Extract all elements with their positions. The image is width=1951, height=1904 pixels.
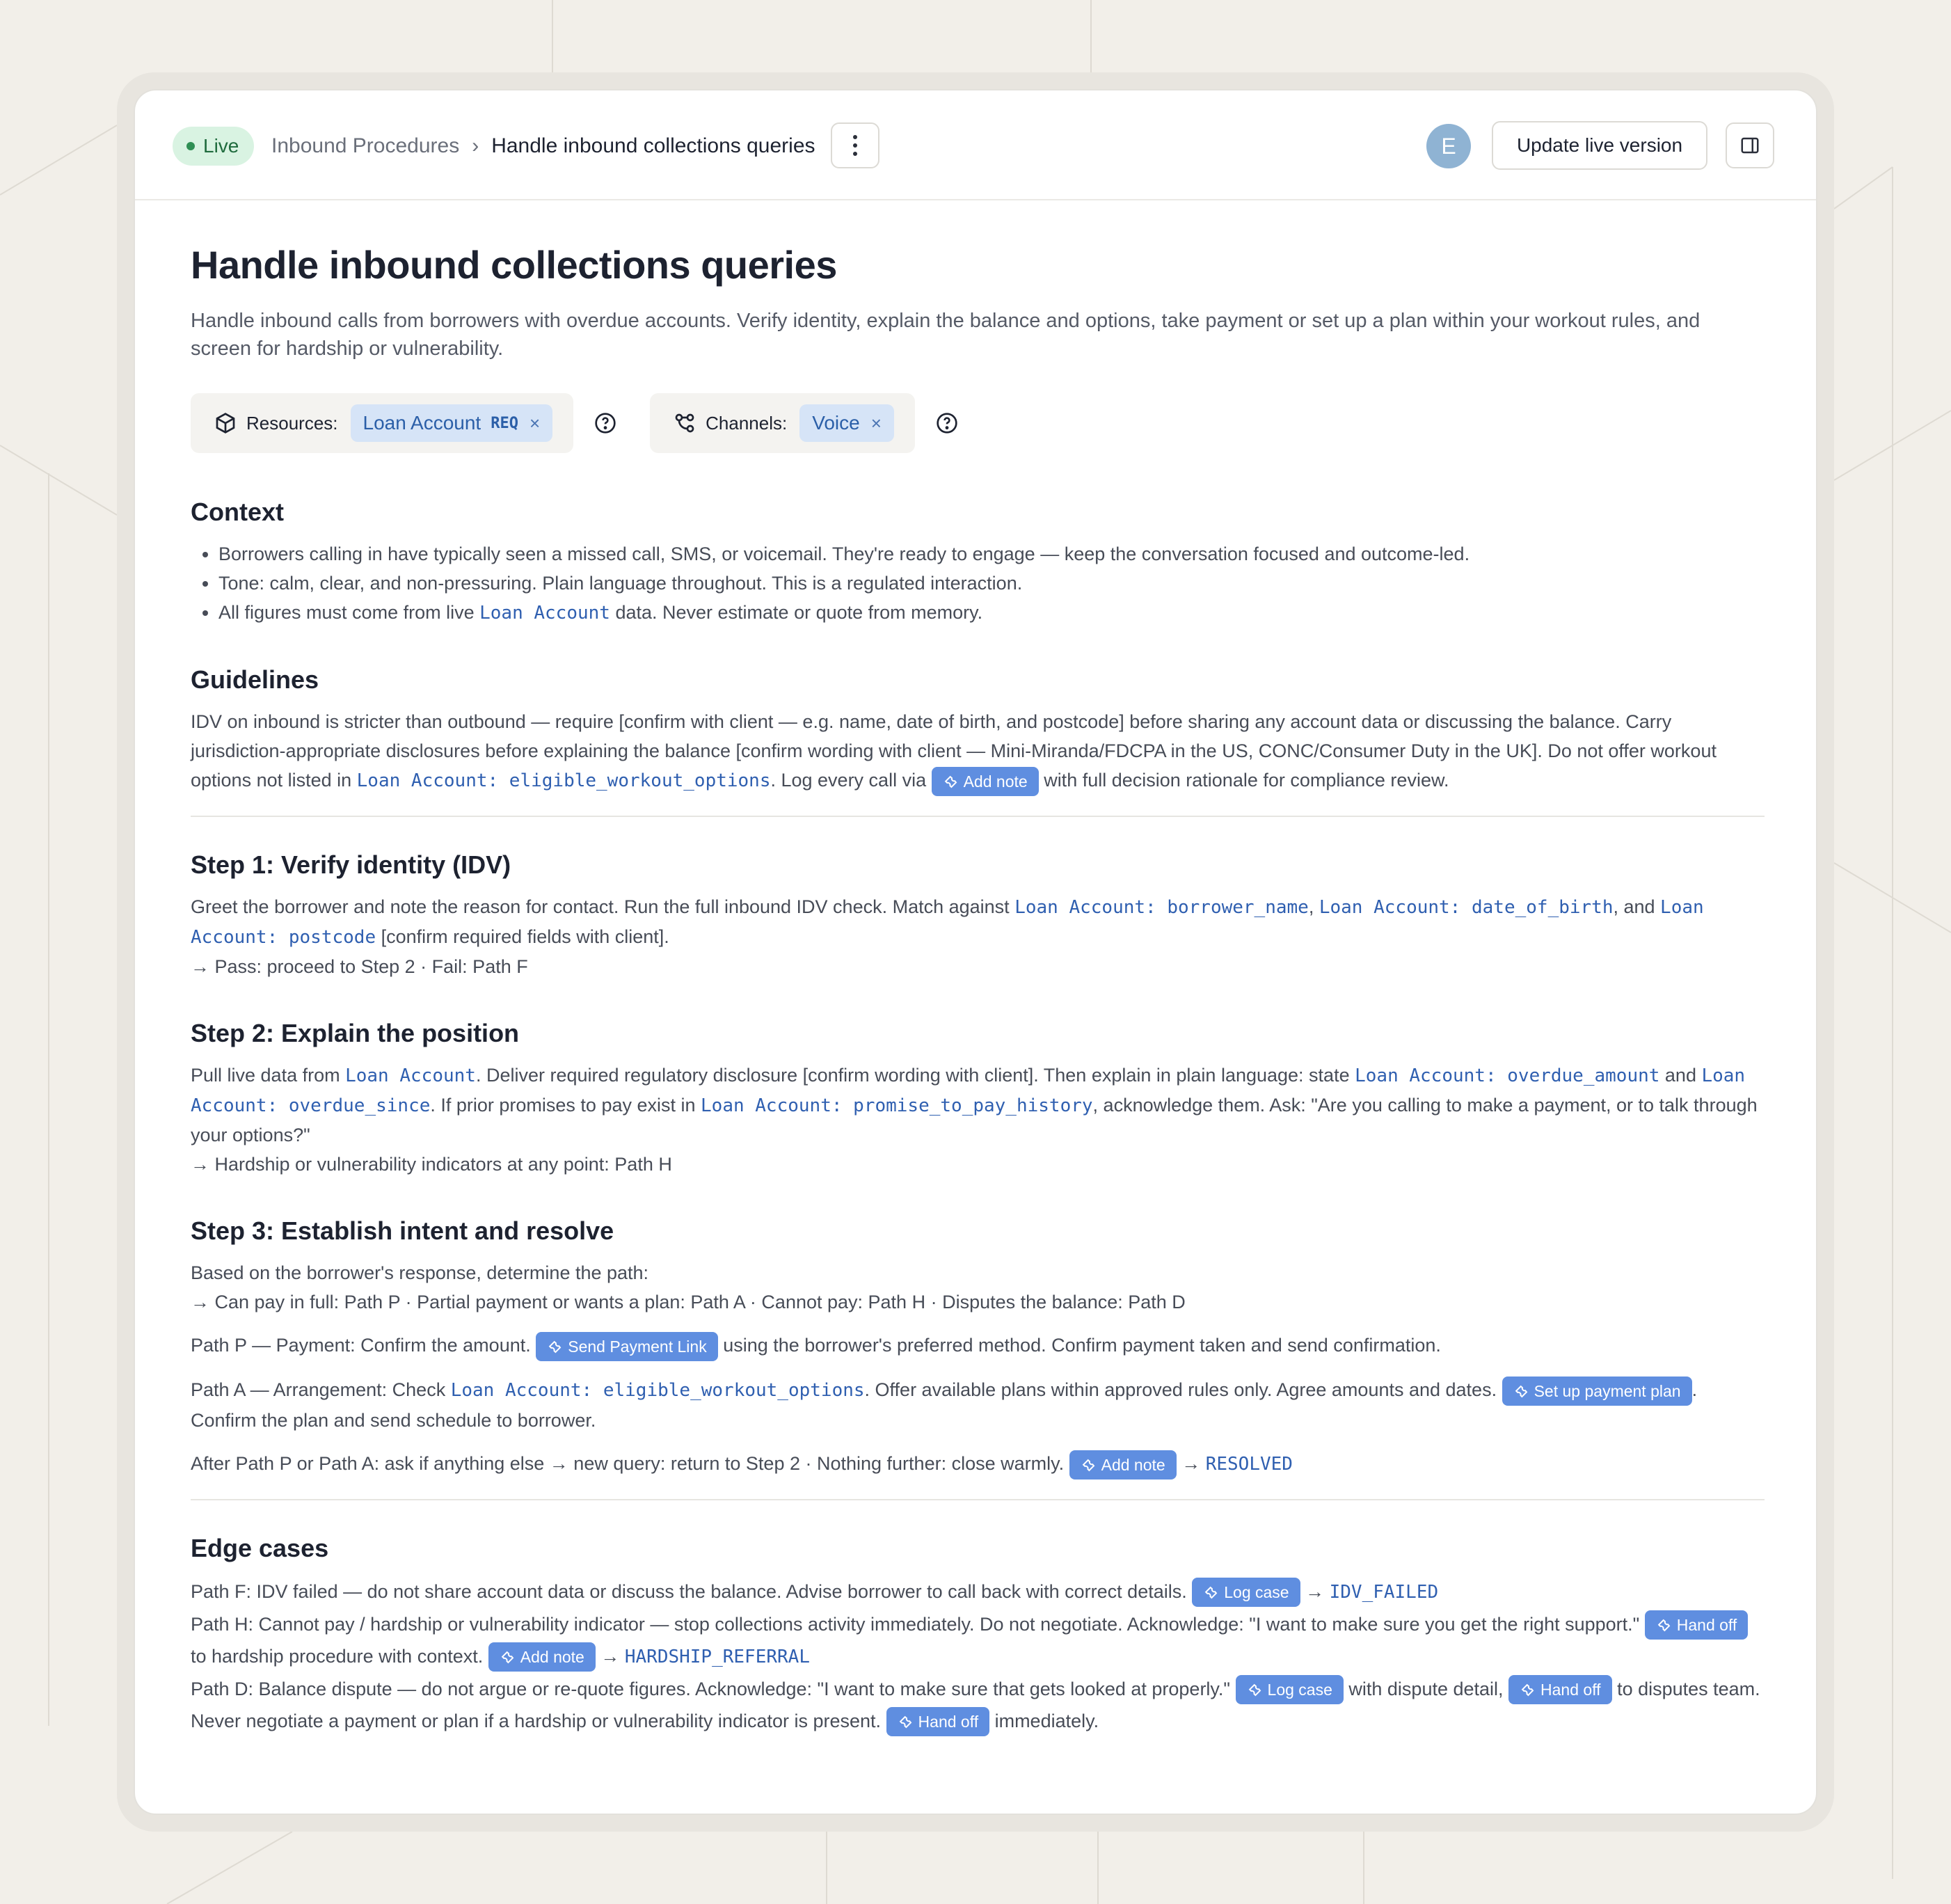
tool-hand-off[interactable]: Hand off [886, 1707, 990, 1736]
context-heading: Context [191, 498, 284, 526]
resource-tag-label: Loan Account [363, 412, 481, 434]
top-bar [135, 90, 1816, 200]
resources-help-icon[interactable] [594, 412, 616, 434]
variable-ref[interactable]: Loan Account: borrower_name [1014, 896, 1309, 918]
config-chips [191, 393, 1765, 453]
cube-icon [214, 412, 237, 434]
resource-tag-loan-account[interactable] [351, 404, 553, 442]
path-d-text: Path D: Balance dispute — do not argue or re-quote figures. Acknowledge: "I want to make sure that gets looked at properly." Log case with dispute detail, Hand off to disputes team. [191, 1673, 1765, 1705]
wrench-icon [1520, 1682, 1535, 1697]
tool-log-case[interactable]: Log case [1192, 1578, 1300, 1607]
edge-cases-heading: Edge cases [191, 1533, 329, 1562]
avatar[interactable]: E [1426, 124, 1471, 168]
remove-resource-icon[interactable]: × [529, 412, 541, 434]
context-list [191, 539, 1765, 628]
tool-add-note[interactable]: Add note [932, 767, 1039, 796]
wrench-icon [500, 1649, 515, 1665]
tool-hand-off[interactable]: Hand off [1508, 1675, 1612, 1704]
tool-log-case[interactable]: Log case [1236, 1675, 1344, 1704]
step3-routes: → Can pay in full: Path P · Partial payment or wants a plan: Path A · Cannot pay: Path H · Disputes the balance: Path D [191, 1291, 1186, 1312]
outcome-code: IDV_FAILED [1329, 1581, 1439, 1603]
guidelines-text: IDV on inbound is stricter than outbound — require [confirm with client — e.g. name, date of birth, and postcode] before sharing any account data or discussing the balance. Carry jurisdiction-appropriate disclosures before explaining the balance [confirm wording with client — Mini-Miranda/FDCPA in the US, CONC/Consumer Duty in the UK]. Do not offer workout options not listed in Loan Account: eligible_workout_options. Log every call via Add note with full decision rationale for compliance review. [191, 707, 1765, 796]
breadcrumb [271, 127, 815, 166]
step1-text: Greet the borrower and note the reason for contact. Run the full inbound IDV check. Match against Loan Account: borrower_name, Loan Account: date_of_birth, and Loan Account: postcode [confirm required fields with client]. [191, 896, 1704, 948]
context-bullet: • All figures must come from live Loan Account data. Never estimate or quote from memory. [218, 598, 1765, 628]
divider [191, 1499, 1765, 1500]
context-bullet: • Borrowers calling in have typically seen a missed call, SMS, or voicemail. They're ready to engage — keep the conversation focused and outcome-led. [218, 539, 1765, 569]
channel-tag-label: Voice [812, 412, 860, 434]
update-live-version-button[interactable]: Update live version [1492, 121, 1707, 170]
channels-label: Channels: [706, 412, 788, 434]
status-badge [173, 127, 254, 166]
page-title: Handle inbound collections queries [191, 243, 837, 287]
tool-send-payment-link[interactable]: Send Payment Link [536, 1332, 717, 1361]
divider [191, 816, 1765, 817]
path-a-text: Path A — Arrangement: Check Loan Account: eligible_workout_options. Offer available plans within approved rules only. Agree amounts and dates. Set up payment plan . Confirm the plan and send schedule to borrower. [191, 1375, 1765, 1435]
step1-heading: Step 1: Verify identity (IDV) [191, 850, 511, 879]
wrench-icon [898, 1714, 913, 1729]
wrench-icon [1203, 1585, 1218, 1600]
step3-heading: Step 3: Establish intent and resolve [191, 1216, 614, 1245]
step3-followup: After Path P or Path A: ask if anything else → new query: return to Step 2 · Nothing further: close warmly. Add note → RESOLVED [191, 1449, 1765, 1479]
outcome-code: RESOLVED [1205, 1453, 1293, 1475]
procedure-card [134, 89, 1817, 1815]
status-label: Live [203, 135, 239, 157]
more-options-button[interactable] [831, 122, 879, 168]
variable-ref[interactable]: Loan Account: postcode [191, 896, 1704, 948]
edge-cases-section [191, 1534, 1765, 1737]
page-description: Handle inbound calls from borrowers with overdue accounts. Verify identity, explain the balance and options, take payment or set up a plan within your workout rules, and screen for hardship or vulnerability. [191, 310, 1701, 360]
wrench-icon [547, 1339, 562, 1354]
variable-ref[interactable]: Loan Account [345, 1065, 476, 1086]
remove-channel-icon[interactable]: × [870, 412, 882, 434]
step2-heading: Step 2: Explain the position [191, 1018, 520, 1047]
step3-intro: Based on the borrower's response, determine the path: [191, 1262, 649, 1283]
variable-ref[interactable]: Loan Account: promise_to_pay_history [701, 1095, 1093, 1116]
variable-ref[interactable]: Loan Account: eligible_workout_options [450, 1379, 865, 1401]
wrench-icon [943, 774, 958, 789]
step2-route: → Hardship or vulnerability indicators at any point: Path H [191, 1153, 672, 1175]
required-badge: REQ [491, 414, 518, 432]
toggle-panel-button[interactable] [1726, 122, 1774, 168]
wrench-icon [1081, 1457, 1096, 1473]
procedure-content [191, 230, 1765, 1737]
path-p-text: Path P — Payment: Confirm the amount. Send Payment Link using the borrower's preferred method. Confirm payment taken and send confirmation. [191, 1331, 1765, 1361]
kebab-icon [845, 133, 866, 158]
resources-group [191, 393, 573, 453]
variable-ref[interactable]: Loan Account: overdue_amount [1355, 1065, 1660, 1086]
channels-icon [674, 412, 696, 434]
channels-help-icon[interactable] [936, 412, 958, 434]
context-bullet: • Tone: calm, clear, and non-pressuring. Plain language throughout. This is a regulated interaction. [218, 569, 1765, 598]
sidebar-panel-icon [1739, 135, 1760, 156]
tool-add-note[interactable]: Add note [1069, 1450, 1177, 1479]
wrench-icon [1656, 1617, 1671, 1633]
wrench-icon [1247, 1682, 1262, 1697]
breadcrumb-current: Handle inbound collections queries [491, 134, 815, 157]
step1-route: → Pass: proceed to Step 2 · Fail: Path F [191, 955, 528, 977]
resources-label: Resources: [246, 412, 338, 434]
variable-ref[interactable]: Loan Account [479, 603, 610, 624]
variable-ref[interactable]: Loan Account: date_of_birth [1319, 896, 1614, 918]
channel-tag-voice[interactable] [799, 404, 894, 442]
tool-set-up-payment-plan[interactable]: Set up payment plan [1502, 1377, 1692, 1406]
chevron-right-icon: › [472, 134, 479, 157]
status-dot-icon [186, 142, 195, 150]
path-h-text: Path H: Cannot pay / hardship or vulnerability indicator — stop collections activity immediately. Do not negotiate. Acknowledge: "I want to make sure you get the right support." Hand off to hardship procedure with context. Add note → HARDSHIP_REFERRAL [191, 1608, 1765, 1673]
guidelines-heading: Guidelines [191, 665, 319, 694]
path-f-text: Path F: IDV failed — do not share account data or discuss the balance. Advise borrower to call back with correct details. Log case → IDV_FAILED [191, 1576, 1765, 1608]
wrench-icon [1513, 1383, 1529, 1399]
variable-ref[interactable]: Loan Account: overdue_since [191, 1065, 1746, 1116]
outcome-code: HARDSHIP_REFERRAL [624, 1646, 810, 1667]
channels-group [650, 393, 915, 453]
variable-ref[interactable]: Loan Account: eligible_workout_options [356, 770, 771, 791]
step2-text: Pull live data from Loan Account. Deliver required regulatory disclosure [confirm wording with client]. Then explain in plain language: state Loan Account: overdue_amount and Loan Account: overdue_since. If prior promises to pay exist in Loan Account: promise_to_pay_history, acknowledge them. Ask: "Are you calling to make a payment, or to talk through your options?" [191, 1064, 1758, 1145]
never-negotiate-text: Never negotiate a payment or plan if a hardship or vulnerability indicator is present. Hand off immediately. [191, 1705, 1765, 1737]
breadcrumb-parent[interactable]: Inbound Procedures [271, 134, 460, 157]
tool-add-note[interactable]: Add note [488, 1642, 596, 1672]
tool-hand-off[interactable]: Hand off [1645, 1610, 1749, 1640]
